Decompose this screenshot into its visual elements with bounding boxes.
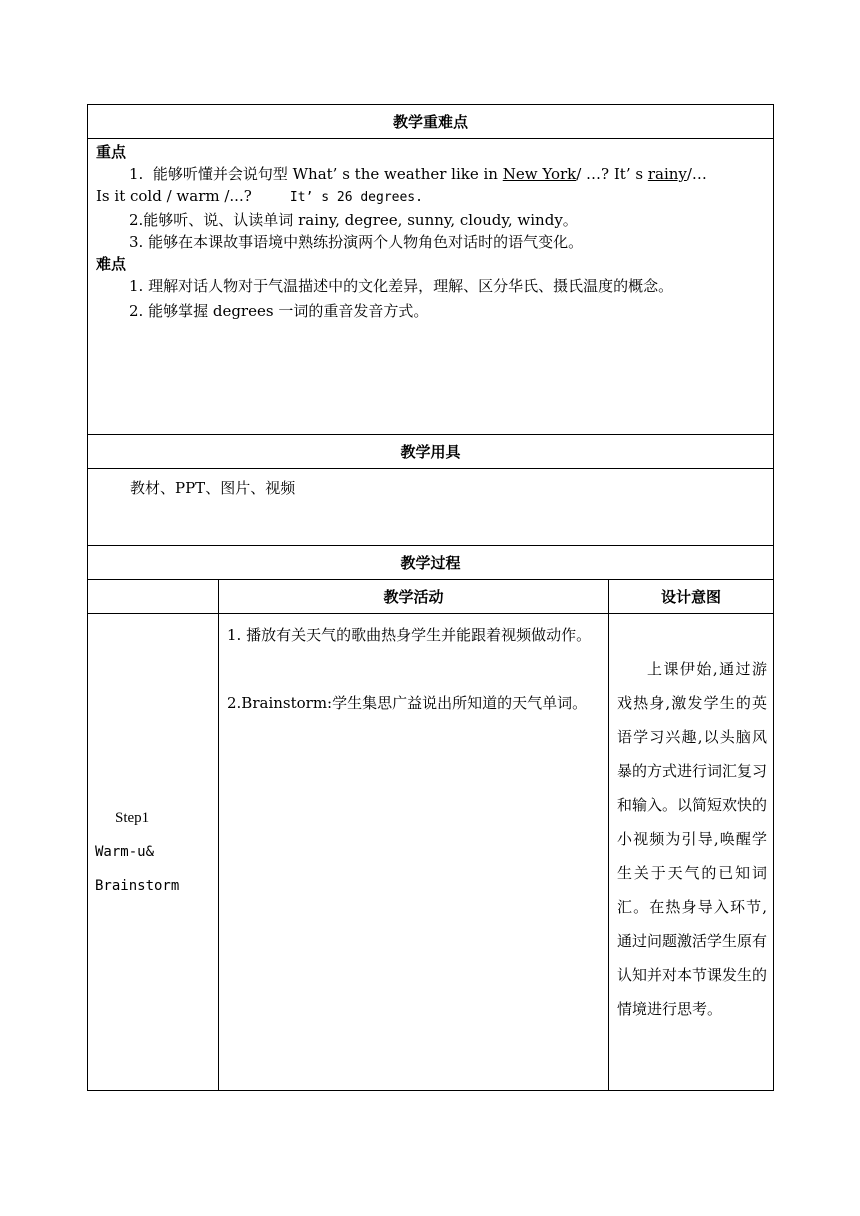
tools-title: 教学用具 [88,435,774,469]
important-item-2: 2.能够听、说、认读单词 rainy, degree, sunny, cloudy, windy。 [129,211,578,229]
step-name-line-2: Brainstorm [95,878,180,894]
difficult-label: 难点 [96,255,127,273]
difficult-item-2: 2. 能够掌握 degrees 一词的重音发音方式。 [129,302,429,320]
item-text: 能够听懂并会说句型 What’ s the weather like in [152,165,503,183]
table-row [88,614,774,1091]
intent-text: 上课伊始,通过游戏热身,激发学生的英语学习兴趣,以头脑风暴的方式进行词汇复习和输入。以简短欢快的小视频为引导,唤醒学生关于天气的已知词汇。在热身导入环节,通过问题激活学生原有认知并对本节课发生的情境进行思考。 [617,660,768,1018]
tools-content: 教材、PPT、图片、视频 [88,469,774,546]
item-number: 1. [129,165,144,183]
important-label: 重点 [96,143,127,161]
activity-item-1: 1. 播放有关天气的歌曲热身学生并能跟着视频做动作。 [227,626,592,644]
item-text: /… [686,165,707,183]
intent-column-header: 设计意图 [609,580,774,614]
process-title: 教学过程 [88,546,774,580]
important-item-3: 3. 能够在本课故事语境中熟练扮演两个人物角色对话时的语气变化。 [129,233,584,251]
item-text: Is it cold / warm /...? [96,187,252,205]
rainy-underlined: rainy [647,165,687,183]
activity-cell [219,614,609,1091]
city-underlined: New York [502,165,577,183]
item-text: It’ s 26 degrees. [289,190,423,205]
difficult-item-1: 1. 理解对话人物对于气温描述中的文化差异，理解、区分华氏、摄氏温度的概念。 [129,277,674,295]
important-item-1 [96,163,765,185]
step-cell [88,614,219,1091]
step-column-header [88,580,219,614]
item-text: / …? It’ s [576,165,648,183]
activity-column-header: 教学活动 [219,580,609,614]
step-label: Step1 [115,810,150,826]
activity-item-2: 2.Brainstorm:学生集思广益说出所知道的天气单词。 [227,694,588,712]
key-points-content [88,139,774,435]
important-item-1-cont [96,185,765,209]
key-points-title: 教学重难点 [88,105,774,139]
lesson-plan-table [87,104,774,1091]
intent-cell [609,614,774,1091]
step-name-line-1: Warm-u& [95,844,155,860]
